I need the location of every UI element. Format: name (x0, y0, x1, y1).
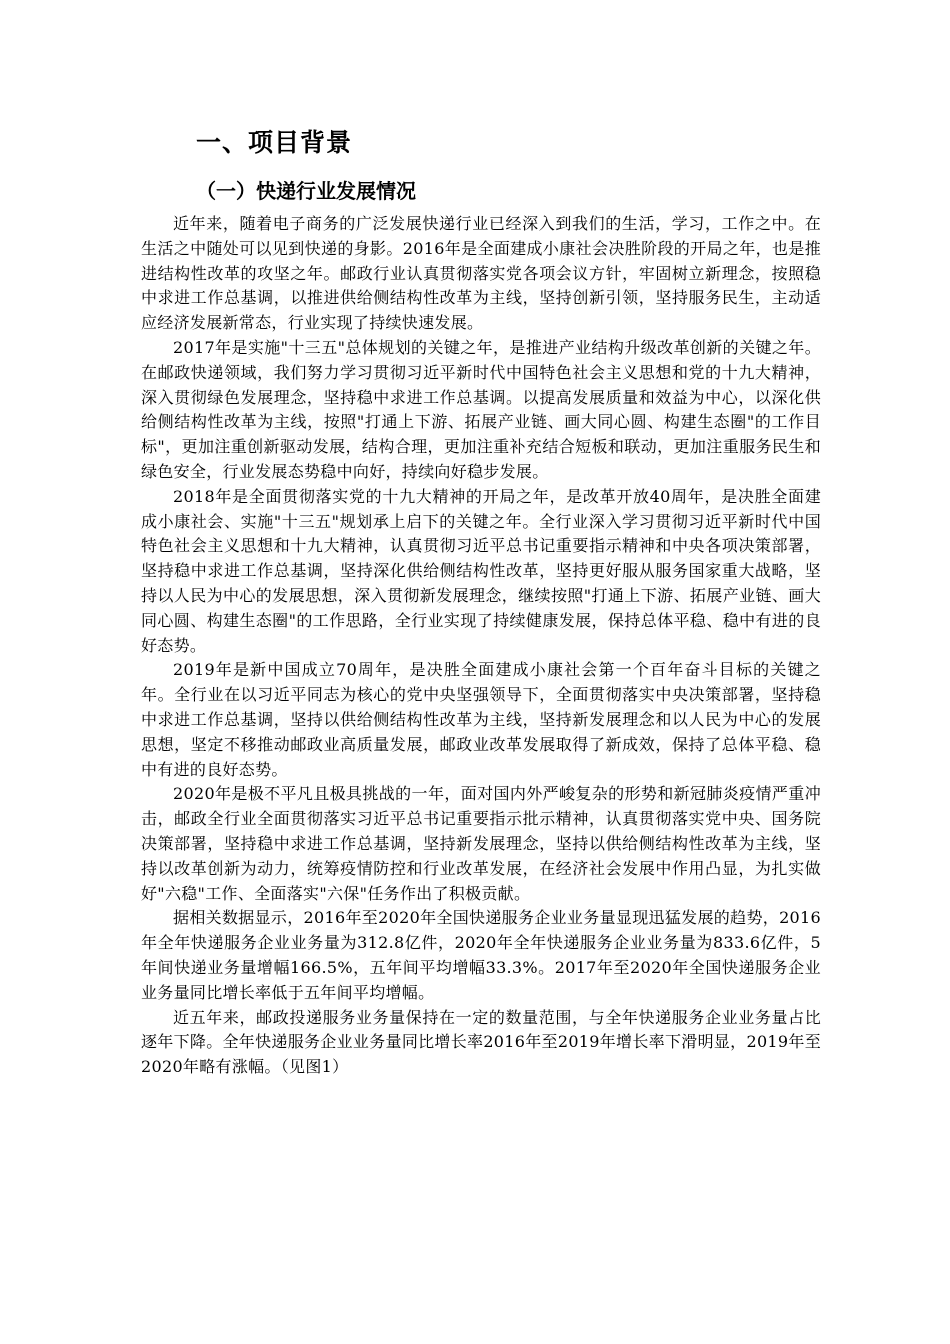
paragraph-2017: 2017年是实施"十三五"总体规划的关键之年，是推进产业结构升级改革创新的关键之年。在邮政快递领域，我们努力学习贯彻习近平新时代中国特色社会主义思想和党的十九大精神，深入贯彻绿色发展理念，坚持稳中求进工作总基调。以提高发展质量和效益为中心，以深化供给侧结构性改革为主线，按照"打通上下游、拓展产业链、画大同心圆、构建生态圈"的工作目标"，更加注重创新驱动发展，结构合理，更加注重补充结合短板和联动，更加注重服务民生和绿色安全，行业发展态势稳中向好，持续向好稳步发展。 (141, 337, 821, 481)
paragraph-2016: 近年来，随着电子商务的广泛发展快递行业已经深入到我们的生活，学习，工作之中。在生活之中随处可以见到快递的身影。2016年是全面建成小康社会决胜阶段的开局之年，也是推进结构性改革的攻坚之年。邮政行业认真贯彻落实党各项会议方针，牢固树立新理念，按照稳中求进工作总基调，以推进供给侧结构性改革为主线，坚持创新引领，坚持服务民生，主动适应经济发展新常态，行业实现了持续快速发展。 (141, 214, 821, 333)
paragraph-2020: 2020年是极不平凡且极具挑战的一年，面对国内外严峻复杂的形势和新冠肺炎疫情严重冲击，邮政全行业全面贯彻落实习近平总书记重要指示批示精神，认真贯彻落实党中央、国务院决策部署，坚持稳中求进工作总基调，坚持新发展理念，坚持以供给侧结构性改革为主线，坚持以改革创新为动力，统筹疫情防控和行业改革发展，在经济社会发展中作用凸显，为扎实做好"六稳"工作、全面落实"六保"任务作出了积极贡献。 (141, 784, 821, 903)
body-text (141, 212, 821, 1080)
section-heading: 一、项目背景 (196, 128, 353, 157)
paragraph-statistics: 据相关数据显示，2016年至2020年全国快递服务企业业务量显现迅猛发展的趋势，2016年全年快递服务企业业务量为312.8亿件，2020年全年快递服务企业业务量为833.6亿件，5年间快递业务量增幅166.5%，五年间平均增幅33.3%。2017年至2020年全国快递服务企业业务量同比增长率低于五年间平均增幅。 (141, 908, 821, 1002)
paragraph-trend: 近五年来，邮政投递服务业务量保持在一定的数量范围，与全年快递服务企业业务量占比逐年下降。全年快递服务企业业务量同比增长率2016年至2019年增长率下滑明显，2019年至2020年略有涨幅。（见图1） (141, 1007, 821, 1077)
paragraph-2019: 2019年是新中国成立70周年，是决胜全面建成小康社会第一个百年奋斗目标的关键之年。全行业在以习近平同志为核心的党中央坚强领导下，全面贯彻落实中央决策部署，坚持稳中求进工作总基调，坚持以供给侧结构性改革为主线，坚持新发展理念和以人民为中心的发展思想，坚定不移推动邮政业高质量发展，邮政业改革发展取得了新成效，保持了总体平稳、稳中有进的良好态势。 (141, 660, 821, 779)
paragraph-2018: 2018年是全面贯彻落实党的十九大精神的开局之年，是改革开放40周年，是决胜全面建成小康社会、实施"十三五"规划承上启下的关键之年。全行业深入学习贯彻习近平新时代中国特色社会主义思想和十九大精神，认真贯彻习近平总书记重要指示精神和中央各项决策部署，坚持稳中求进工作总基调，坚持深化供给侧结构性改革，坚持更好服从服务国家重大战略，坚持以人民为中心的发展思想，深入贯彻新发展理念，继续按照"打通上下游、拓展产业链、画大同心圆、构建生态圈"的工作思路，全行业实现了持续健康发展，保持总体平稳、稳中有进的良好态势。 (141, 486, 821, 655)
subsection-heading: （一）快递行业发展情况 (196, 179, 416, 203)
